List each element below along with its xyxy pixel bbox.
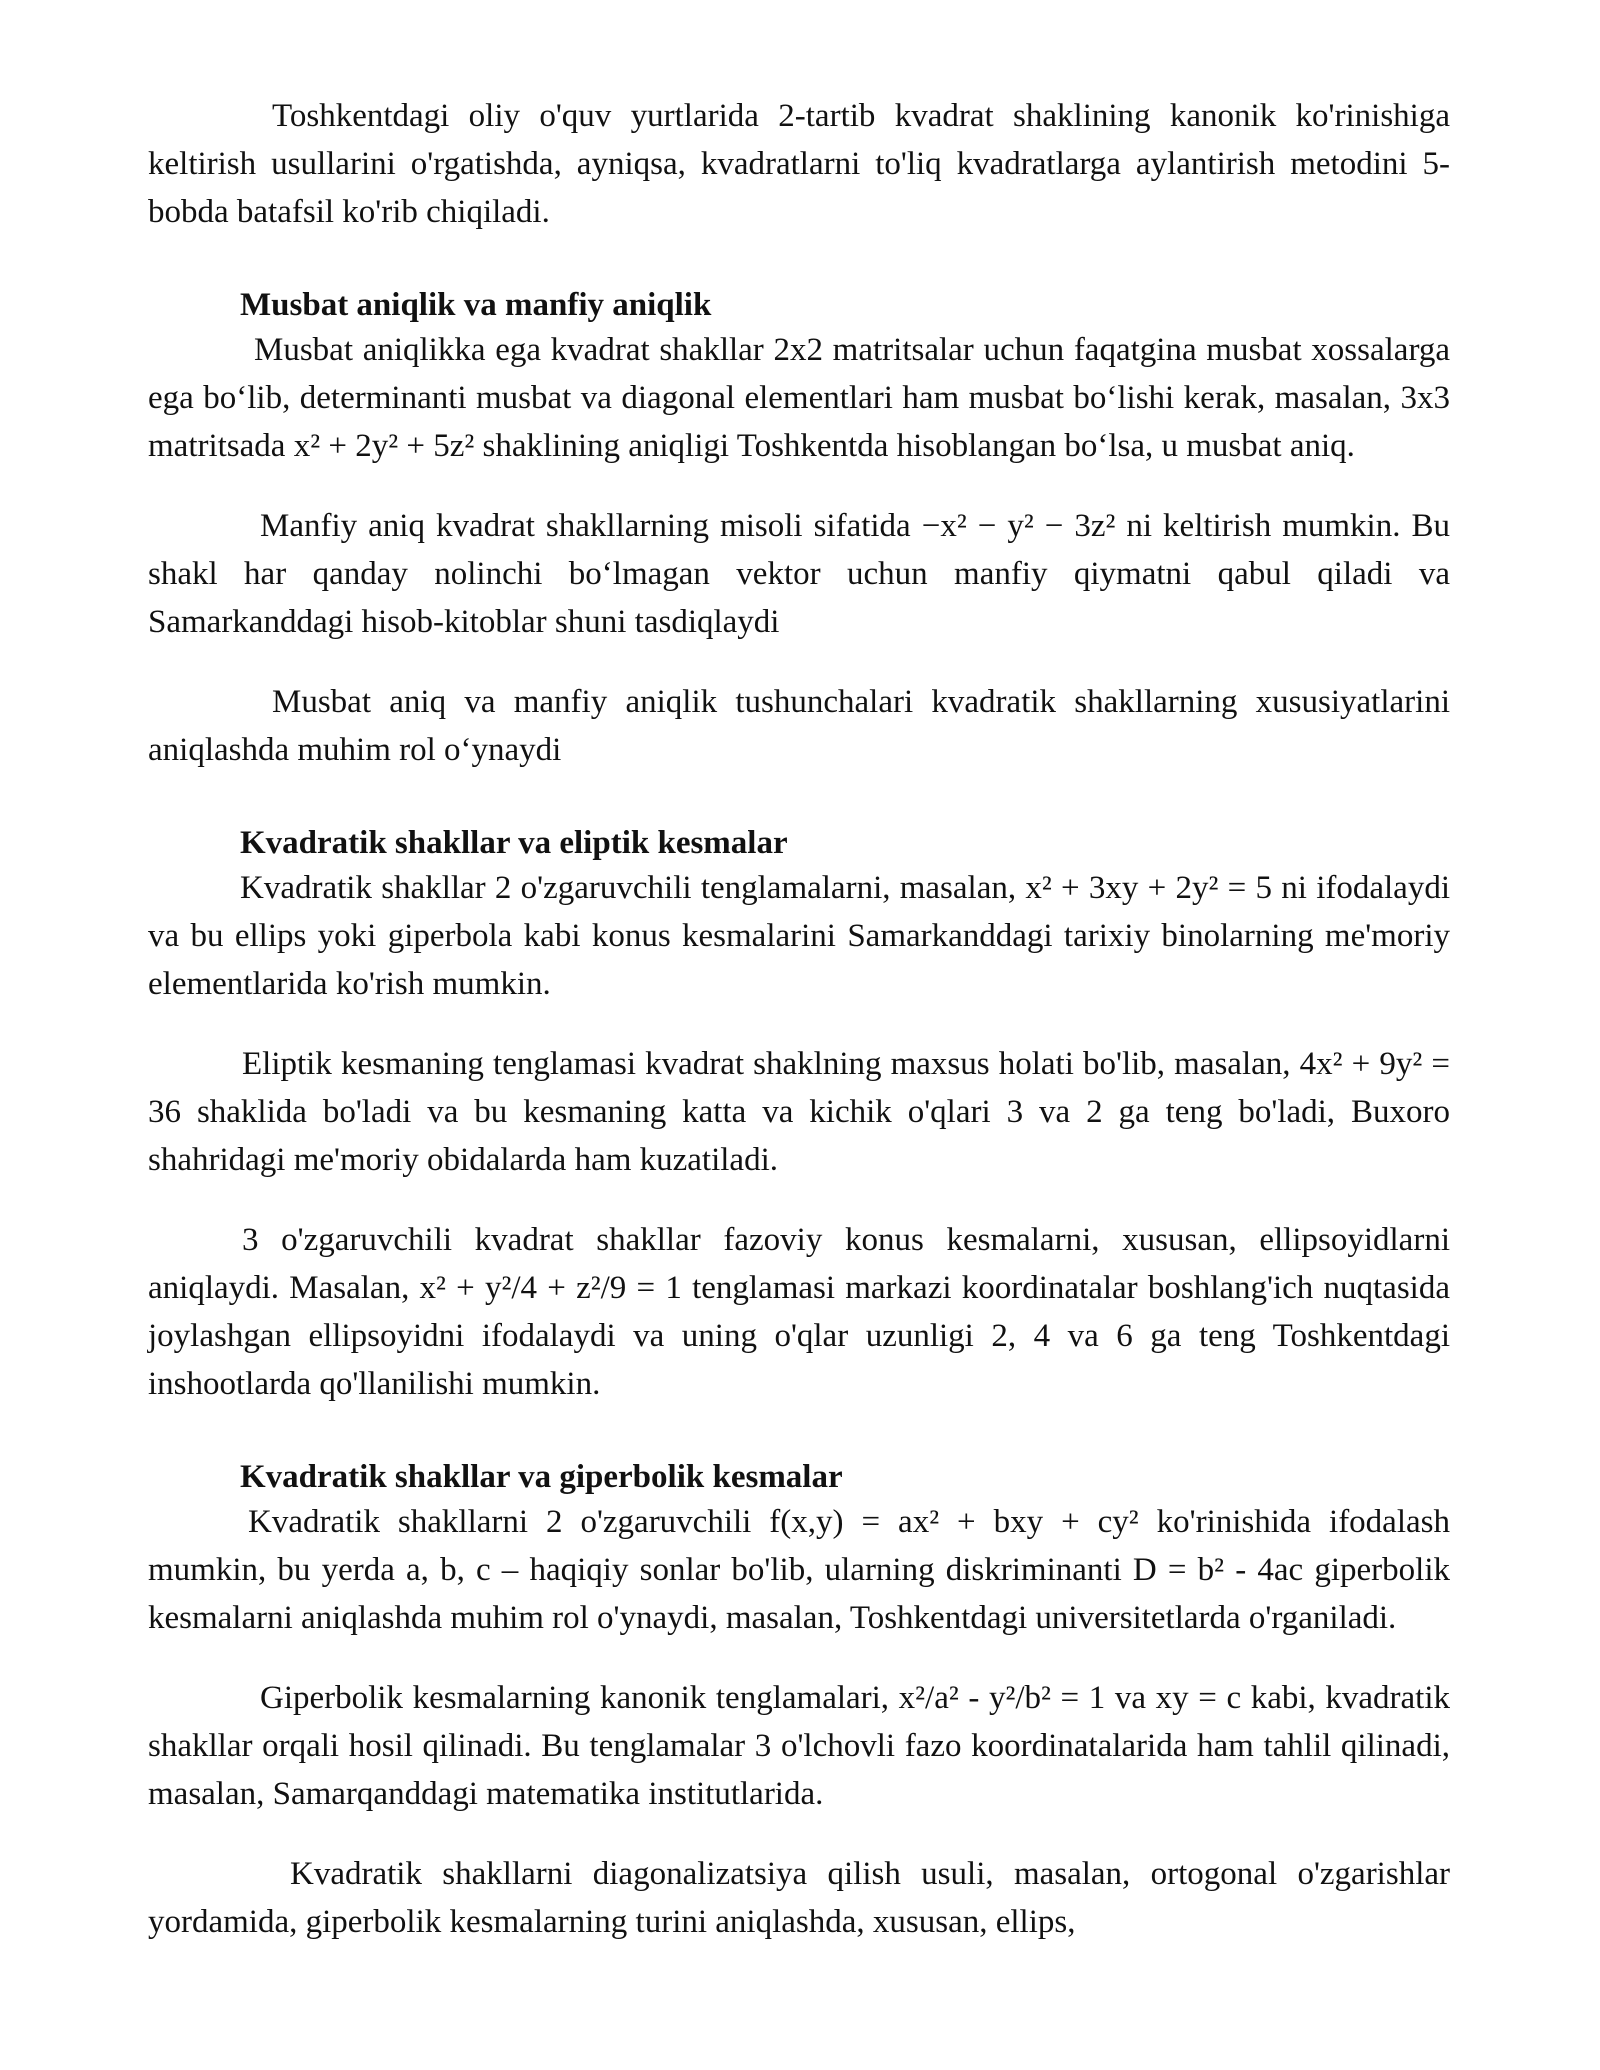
document-page [148, 92, 1450, 1978]
paragraph-positive-definite: Musbat aniqlikka ega kvadrat shakllar 2x2 matritsalar uchun faqatgina musbat xossalarga ega bo‘lib, determinanti musbat va diagonal elementlari ham musbat bo‘lishi kerak, masalan, 3x3 matritsada x² + 2y² + 5z² shaklining aniqligi Toshkentda hisoblangan bo‘lsa, u musbat aniq. [148, 332, 1450, 464]
paragraph-hyperbolic-canonical: Giperbolik kesmalarning kanonik tenglamalari, x²/a² - y²/b² = 1 va xy = c kabi, kvadratik shakllar orqali hosil qilinadi. Bu tenglamalar 3 o'lchovli fazo koordinatalarida ham tahlil qilinadi, masalan, Samarqanddagi matematika institutlarida. [148, 1680, 1450, 1812]
section-heading-elliptic: Kvadratik shakllar va eliptik kesmalar [240, 825, 788, 861]
paragraph-diagonalization: Kvadratik shakllarni diagonalizatsiya qilish usuli, masalan, ortogonal o'zgarishlar yordamida, giperbolik kesmalarning turini aniqlashda, xususan, ellips, [148, 1856, 1450, 1940]
paragraph-elliptic-equation: Eliptik kesmaning tenglamasi kvadrat shaklning maxsus holati bo'lib, masalan, 4x² + 9y² = 36 shaklida bo'ladi va bu kesmaning katta va kichik o'qlari 3 va 2 ga teng bo'ladi, Buxoro shahridagi me'moriy obidalarda ham kuzatiladi. [148, 1046, 1450, 1178]
paragraph-ellipsoid: 3 o'zgaruvchili kvadrat shakllar fazoviy konus kesmalarni, xususan, ellipsoyidlarni aniqlaydi. Masalan, x² + y²/4 + z²/9 = 1 tenglamasi markazi koordinatalar boshlang'ich nuqtasida joylashgan ellipsoyidni ifodalaydi va uning o'qlar uzunligi 2, 4 va 6 ga teng Toshkentdagi inshootlarda qo'llanilishi mumkin. [148, 1222, 1450, 1402]
section-heading-positive-negative: Musbat aniqlik va manfiy aniqlik [240, 287, 712, 323]
paragraph-discriminant: Kvadratik shakllarni 2 o'zgaruvchili f(x,y) = ax² + bxy + cy² ko'rinishida ifodalash mumkin, bu yerda a, b, c – haqiqiy sonlar bo'lib, ularning diskriminanti D = b² - 4ac giperbolik kesmalarni aniqlashda muhim rol o'ynaydi, masalan, Toshkentdagi universitetlarda o'rganiladi. [148, 1504, 1450, 1636]
paragraph-negative-definite: Manfiy aniq kvadrat shakllarning misoli sifatida −x² − y² − 3z² ni keltirish mumkin. Bu shakl har qanday nolinchi bo‘lmagan vektor uchun manfiy qiymatni qabul qiladi va Samarkanddagi hisob-kitoblar shuni tasdiqlaydi [148, 508, 1450, 640]
section-heading-hyperbolic: Kvadratik shakllar va giperbolik kesmalar [240, 1459, 843, 1495]
paragraph-definiteness-role: Musbat aniq va manfiy aniqlik tushunchalari kvadratik shakllarning xususiyatlarini aniqlashda muhim rol o‘ynaydi [148, 684, 1450, 768]
paragraph-quadratic-two-variables: Kvadratik shakllar 2 o'zgaruvchili tenglamalarni, masalan, x² + 3xy + 2y² = 5 ni ifodalaydi va bu ellips yoki giperbola kabi konus kesmalarini Samarkanddagi tarixiy binolarning me'moriy elementlarida ko'rish mumkin. [148, 870, 1450, 1002]
intro-paragraph: Toshkentdagi oliy o'quv yurtlarida 2-tartib kvadrat shaklining kanonik ko'rinishiga keltirish usullarini o'rgatishda, ayniqsa, kvadratlarni to'liq kvadratlarga aylantirish metodini 5-bobda batafsil ko'rib chiqiladi. [148, 98, 1450, 230]
